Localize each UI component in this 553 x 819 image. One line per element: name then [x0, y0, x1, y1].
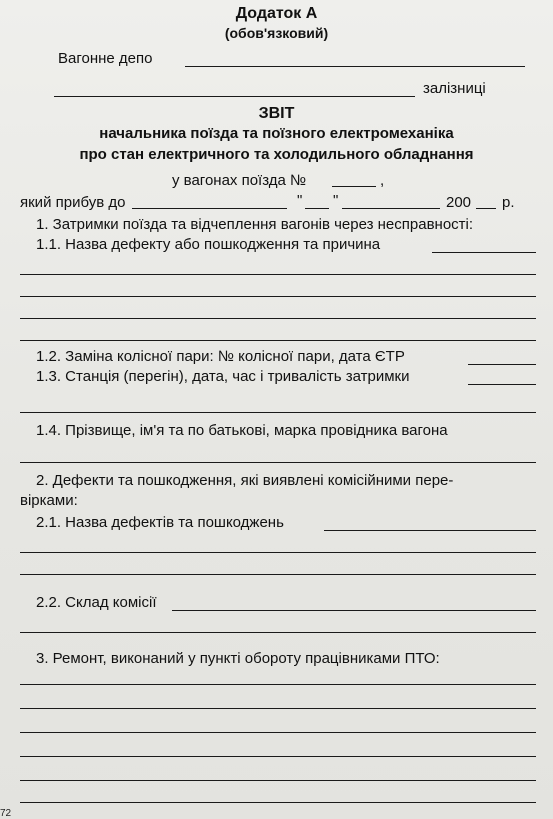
arrived-station-line	[132, 208, 287, 209]
arrived-label: який прибув до	[20, 194, 126, 211]
section-1-3-label: 1.3. Станція (перегін), дата, час і тривалість затримки	[36, 368, 410, 385]
month-line	[342, 208, 440, 209]
section-2-1-label: 2.1. Назва дефектів та пошкоджень	[36, 514, 284, 531]
section-3-line-f	[20, 802, 536, 803]
section-3-line-d	[20, 756, 536, 757]
train-number-comma: ,	[380, 172, 385, 189]
report-subtitle-line1: начальника поїзда та поїзного електромеханіка	[99, 125, 454, 142]
section-1-2-line	[468, 364, 536, 365]
date-quote-open: "	[297, 192, 303, 209]
railway-label: залізниці	[423, 80, 486, 97]
section-1-1-line-c	[20, 296, 536, 297]
train-number-label: у вагонах поїзда №	[172, 172, 307, 189]
section-1-4-line	[20, 462, 536, 463]
year-line	[476, 208, 496, 209]
day-line	[305, 208, 329, 209]
section-1-1-line-b	[20, 274, 536, 275]
section-2-2-line-b	[20, 632, 536, 633]
section-1-1-line-e	[20, 340, 536, 341]
railway-field-line	[54, 96, 415, 97]
appendix-subtitle: (обов'язковий)	[224, 25, 329, 41]
section-3-line-b	[20, 708, 536, 709]
appendix-title: Додаток А	[235, 5, 318, 22]
section-3-heading: 3. Ремонт, виконаний у пункті обороту працівниками ПТО:	[36, 650, 440, 667]
section-2-heading-line1: 2. Дефекти та пошкодження, які виявлені комісійними пере-	[36, 472, 454, 489]
section-2-1-line-a	[324, 530, 536, 531]
train-number-line	[332, 186, 376, 187]
section-1-1-label: 1.1. Назва дефекту або пошкодження та причина	[36, 236, 381, 253]
section-3-line-a	[20, 684, 536, 685]
section-1-3-line-b	[20, 412, 536, 413]
section-1-4-label: 1.4. Прізвище, ім'я та по батькові, марка провідника вагона	[36, 422, 448, 439]
depot-label: Вагонне депо	[58, 50, 153, 67]
section-1-3-line-a	[468, 384, 536, 385]
section-3-line-e	[20, 780, 536, 781]
section-3-line-c	[20, 732, 536, 733]
page-number: 72	[0, 808, 12, 819]
section-1-1-line-d	[20, 318, 536, 319]
section-1-heading: 1. Затримки поїзда та відчеплення вагонів через несправності:	[36, 216, 474, 233]
report-title: ЗВІТ	[258, 105, 295, 122]
depot-field-line	[185, 66, 525, 67]
section-2-1-line-b	[20, 552, 536, 553]
section-2-2-label: 2.2. Склад комісії	[36, 594, 157, 611]
report-subtitle-line2: про стан електричного та холодильного обладнання	[79, 146, 474, 163]
date-quote-close: "	[333, 192, 339, 209]
section-1-2-label: 1.2. Заміна колісної пари: № колісної пари, дата ЄТР	[36, 348, 405, 365]
year-suffix: р.	[502, 194, 515, 211]
section-2-1-line-c	[20, 574, 536, 575]
section-1-1-line-a	[432, 252, 536, 253]
year-label: 200	[446, 194, 472, 211]
section-2-heading-line2: вірками:	[20, 492, 78, 509]
section-2-2-line-a	[172, 610, 536, 611]
